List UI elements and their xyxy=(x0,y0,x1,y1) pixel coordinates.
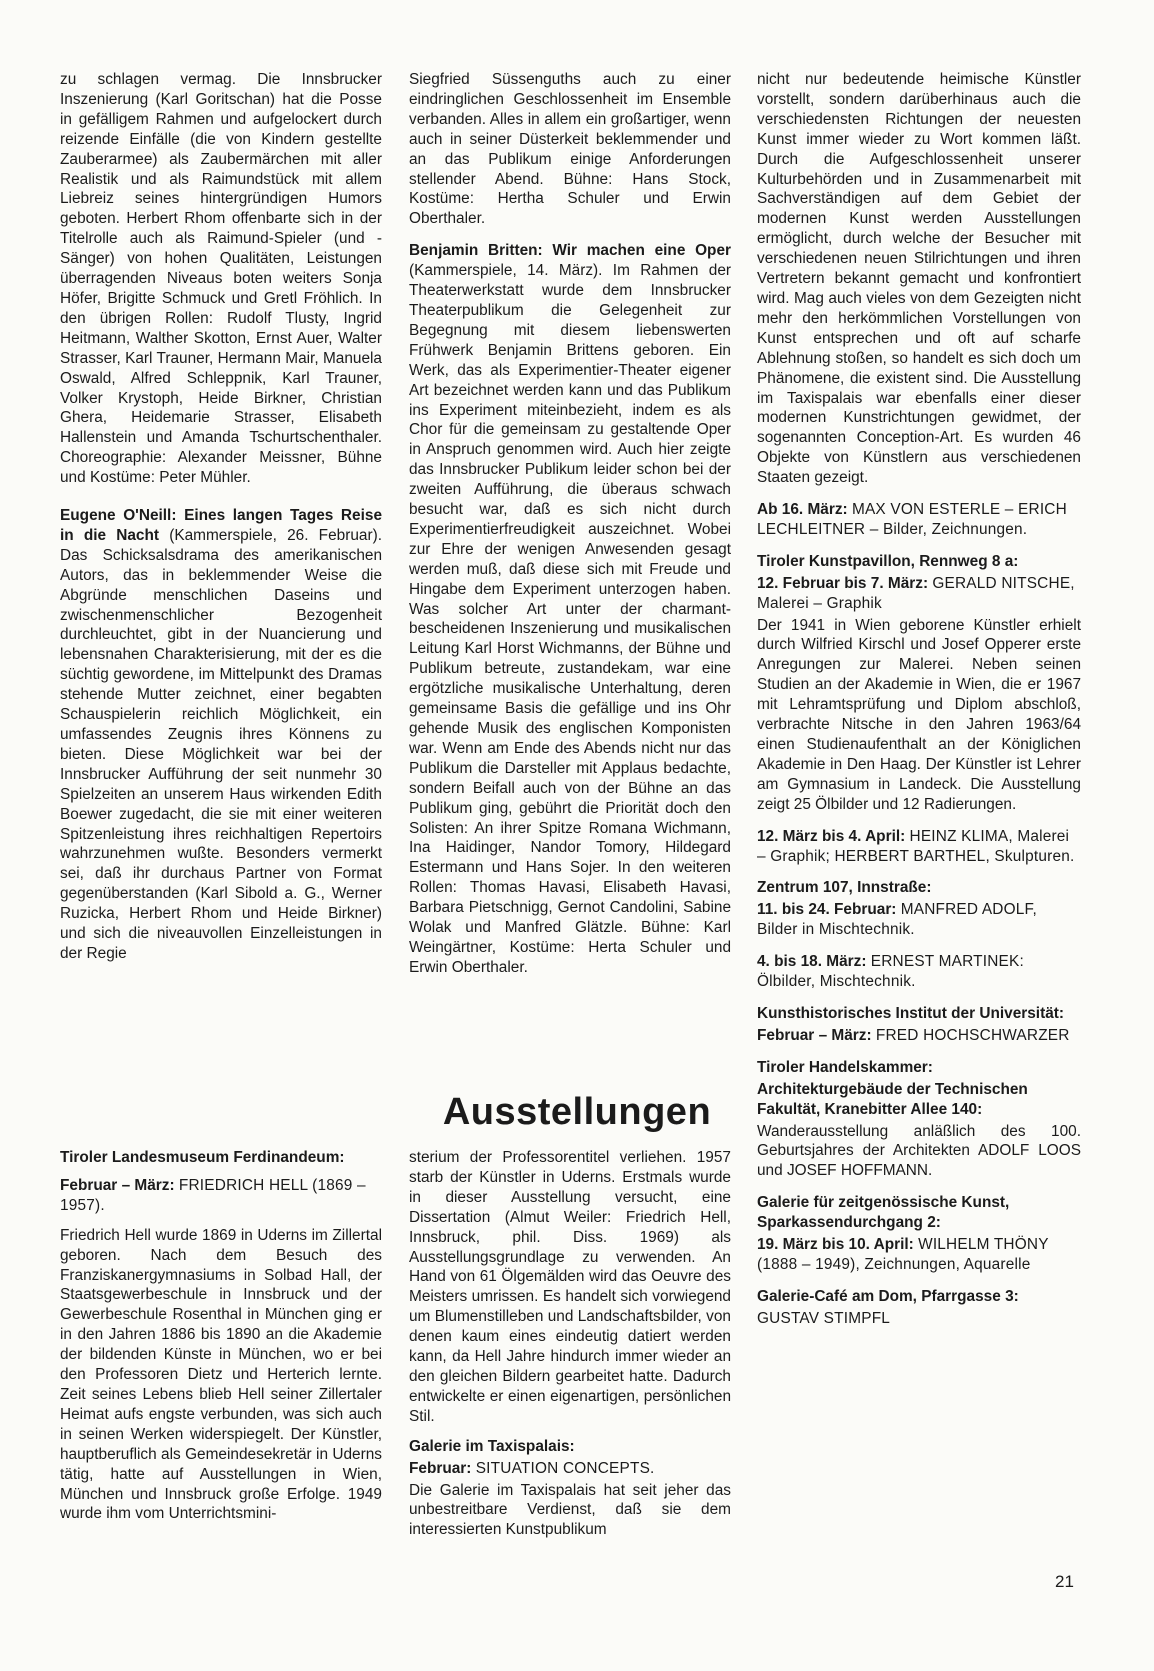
adolf-date: 11. bis 24. Februar: xyxy=(757,901,897,919)
taxis-text: SITUATION CONCEPTS. xyxy=(475,1459,655,1477)
fred-text: FRED HOCHSCHWARZER xyxy=(875,1026,1070,1044)
thony-date: 19. März bis 10. April: xyxy=(757,1236,914,1254)
nitsche-date: 12. Februar bis 7. März: xyxy=(757,574,929,592)
cafe-heading xyxy=(757,1287,1081,1307)
zentrum-heading-text: Zentrum 107, Innstraße: xyxy=(757,879,932,897)
hell-date: Februar – März: xyxy=(60,1176,175,1194)
handel-heading xyxy=(757,1058,1081,1078)
taxis-body: Die Galerie im Taxispalais hat seit jeher das unbestreitbare Verdienst, daß sie dem interessierten Kunstpublikum xyxy=(409,1481,731,1539)
taxis-heading xyxy=(409,1437,731,1457)
britten-title: Benjamin Britten: Wir machen eine Oper xyxy=(409,242,731,260)
esterle-date: Ab 16. März: xyxy=(757,501,848,519)
theater-intro-text: zu schlagen vermag. Die Innsbrucker Inszenierung (Karl Goritschan) hat die Posse in gefälligem Rahmen und aufgelockert durch reizende Einfälle (die von Kindern gestellte Zauberarmee) als Zaubermärchen mit aller Realistik und als Raimundstück mit allem Liebreiz seines hintergründigen Humors geboten. Herbert Rhom offenbarte sich in der Titelrolle auch als Raimund-Spieler (und -Sänger) von hohen Qualitäten, Leistungen überragenden Niveaus boten weiters Sonja Höfer, Brigitte Schmuck und Gretl Fröhlich. In den übrigen Rollen: Rudolf Tlusty, Ingrid Heitmann, Walther Skotton, Ernst Auer, Walter Strasser, Karl Trauner, Hermann Mair, Manuela Oswald, Alfred Schleppnik, Karl Trauner, Volker Krystoph, Heide Birkner, Christian Ghera, Heidemarie Strasser, Elisabeth Hallenstein und Amanda Tschurtschenthaler. Choreographie: Alexander Meissner, Bühne und Kostüme: Peter Mühler. xyxy=(60,71,382,487)
theater-column-2 xyxy=(409,70,731,978)
ausstellungen-column-2 xyxy=(409,1148,731,1540)
hell-continuation: sterium der Professorentitel verliehen. 1957 starb der Künstler in Uderns. Erstmals wurde in dieser Ausstellung versucht, eine Dissertation (Almut Weiler: Friedrich Hell, Innsbruck, phil. Diss. 1969) als Ausstellungsgrundlage zu verwenden. An Hand von 61 Ölgemälden wird das Oeuvre des Meisters umrissen. Es handelt sich vorwiegend um Blumenstilleben und Landschaftsbilder, von denen kaum eines eindeutig datiert werden kann, da Hell Jahre hindurch immer wieder an den gleichen Bildern gearbeitet hatte. Dadurch entwickelte er einen eigenartigen, persönlichen Stil. xyxy=(409,1149,731,1425)
zentrum-heading xyxy=(757,878,1081,898)
adolf-entry xyxy=(757,900,1081,940)
khi-heading-text: Kunsthistorisches Institut der Universität: xyxy=(757,1004,1065,1022)
hell-text: FRIEDRICH HELL (1869 – 1957). xyxy=(60,1176,366,1214)
hell-body: Friedrich Hell wurde 1869 in Uderns im Zillertal geboren. Nach dem Besuch des Franziskanergymnasiums in Solbad Hall, der Staatsgewerbeschule in Innsbruck und der Gewerbeschule Rosenthal in München ging er in den Jahren 1886 bis 1890 an die Akademie der bildenden Künste in München, wo er bei den Professoren Dietz und Herterich lernte. Zeit seines Lebens blieb Hell seiner Zillertaler Heimat aufs engste verbunden, was sich auch in seinen Werken widerspiegelt. Der Künstler, hauptberuflich als Gemeindesekretär in Uderns tätig, hatte auf Ausstellungen in Wien, München und Innsbruck große Erfolge. 1949 wurde ihm vom Unterrichtsmini- xyxy=(60,1226,382,1523)
theater-col2-intro: Siegfried Süssenguths auch zu einer eindringlichen Geschlossenheit im Ensemble verbanden. Alles in allem ein großartiger, wenn auch in seiner Düsterkeit beklemmender und an das Publikum einige Anforderungen stellender Abend. Bühne: Hans Stock, Kostüme: Hertha Schuler und Erwin Oberthaler. xyxy=(409,71,731,228)
taxis-date: Februar: xyxy=(409,1459,472,1477)
museum-heading-text: Tiroler Landesmuseum Ferdinandeum: xyxy=(60,1149,345,1166)
martinek-date: 4. bis 18. März: xyxy=(757,953,867,971)
oneill-review xyxy=(60,506,382,964)
nitsche-entry xyxy=(757,574,1081,614)
cafe-text: GUSTAV STIMPFL xyxy=(757,1309,891,1327)
adolf-text: MANFRED ADOLF, Bilder in Mischtechnik. xyxy=(757,901,1037,939)
esterle-text: MAX VON ESTERLE – ERICH LECHLEITNER – Bilder, Zeichnungen. xyxy=(757,501,1067,538)
galerie-heading xyxy=(757,1193,1081,1233)
thony-entry xyxy=(757,1235,1081,1275)
hell-entry xyxy=(60,1176,382,1216)
martinek-entry xyxy=(757,952,1081,992)
taxis-heading-text: Galerie im Taxispalais: xyxy=(409,1437,575,1455)
esterle-entry xyxy=(757,500,1081,540)
theater-column-1 xyxy=(60,70,382,964)
nitsche-text: GERALD NITSCHE, Malerei – Graphik xyxy=(757,574,1075,612)
britten-text: (Kammerspiele, 14. März). Im Rahmen der Theaterwerkstatt wurde dem Innsbrucker Theaterpublikum die Gelegenheit zur Begegnung mit diesem liebenswerten Frühwerk Benjamin Brittens geboren. Ein Werk, das als Experimentier-Theater eigener Art bezeichnet werden kann und das Publikum ins Experiment miteinbezieht, indem es als Chor für die gemeinsam zu gestaltende Oper in Anspruch genommen wird. Auch hier zeigte das Innsbrucker Publikum leider schon bei der zweiten Aufführung, die überaus schwach besucht war, daß es sich nicht durch Experimentierfreudigkeit auszeichnet. Wobei zur Ehre der wenigen Anwesenden gesagt werden muß, daß diese sich mit Freude und Hingabe dem Experiment unterzogen haben. Was solcher Art unter der charmant-bescheidenen Inszenierung und musikalischen Leitung Karl Horst Wichmanns, der Bühne und Publikum betreute, zustandekam, war eine ergötzliche musikalische Unterhaltung, deren gemeinsame Basis die gefällige und ins Ohr gehende Musik des englischen Komponisten war. Wenn am Ende des Abends nicht nur das Publikum die Darsteller mit Applaus bedachte, sondern Beifall auch von der Bühne an das Publikum ging, gebührt die Priorität doch den Solisten: An ihrer Spitze Romana Wichmann, Ina Haidinger, Nandor Tomory, Hildegard Estermann und Hans Sojer. In den weiteren Rollen: Thomas Havasi, Elisabeth Havasi, Barbara Pietschnigg, Gernot Candolini, Sabine Wolak und Manfred Glätzle. Bühne: Karl Weingärtner, Kostüme: Herta Schuler und Erwin Oberthaler. xyxy=(409,262,731,976)
ausstellungen-column-1 xyxy=(60,1148,382,1524)
section-heading: Ausstellungen xyxy=(442,1091,712,1133)
pavillon-heading xyxy=(757,552,1081,572)
handel-heading-text: Tiroler Handelskammer: xyxy=(757,1058,933,1076)
taxis-continuation: nicht nur bedeutende heimische Künstler vorstellt, sondern darüberhinaus auch die verschiedensten Richtungen der neuesten Kunst immer wieder zu Wort kommen läßt. Durch die Aufgeschlossenheit unserer Kulturbehörden und in Zusammenarbeit mit Sachverständigen auf dem Gebiet der modernen Kunst werden Ausstellungen ermöglicht, durch welche der Besucher mit verschiedenen neuen Stilrichtungen und ihren Vertretern bekannt gemacht und konfrontiert wird. Mag auch vieles von dem Gezeigten nicht mehr den herkömmlichen Vorstellungen von Kunst entsprechen und oft auf scharfe Ablehnung stoßen, so handelt es sich doch um Phänomene, die existent sind. Die Ausstellung im Taxispalais war ebenfalls einer dieser modernen Kunstrichtungen gewidmet, der sogenannten Conception-Art. Es wurden 46 Objekte von Künstlern aus verschiedenen Staaten gezeigt. xyxy=(757,71,1081,487)
cafe-heading-text: Galerie-Café am Dom, Pfarrgasse 3: xyxy=(757,1287,1019,1305)
klima-date: 12. März bis 4. April: xyxy=(757,827,906,845)
page-number: 21 xyxy=(1055,1572,1074,1591)
nitsche-body: Der 1941 in Wien geborene Künstler erhielt durch Wilfried Kirschl und Josef Opperer erste Anregungen zur Malerei. Neben seinen Studien an der Akademie in Wien, die er 1967 mit Lehramtsprüfung und Diplom abschloß, verbrachte Nitsche in den Jahren 1963/64 einen Studienaufenthalt an der Königlichen Akademie in Den Haag. Der Künstler ist Lehrer am Gymnasium in Landeck. Die Ausstellung zeigt 25 Ölbilder und 12 Radierungen. xyxy=(757,616,1081,813)
britten-review xyxy=(409,241,731,978)
exhibitions-column-3 xyxy=(757,70,1081,1329)
oneill-title: Eugene O'Neill: Eines langen Tages Reise in die Nacht xyxy=(60,507,382,544)
klima-entry xyxy=(757,827,1081,867)
klima-text: HEINZ KLIMA, Malerei – Graphik; HERBERT BARTHEL, Skulpturen. xyxy=(757,827,1075,865)
fred-date: Februar – März: xyxy=(757,1026,872,1044)
taxis-entry xyxy=(409,1459,731,1479)
thony-text: WILHELM THÖNY (1888 – 1949), Zeichnungen, Aquarelle xyxy=(757,1236,1049,1273)
pavillon-heading-text: Tiroler Kunstpavillon, Rennweg 8 a: xyxy=(757,552,1019,570)
museum-heading xyxy=(60,1148,382,1168)
martinek-text: ERNEST MARTINEK: Ölbilder, Mischtechnik. xyxy=(757,953,1024,991)
fred-entry xyxy=(757,1026,1081,1046)
oneill-text: (Kammerspiele, 26. Februar). Das Schicksalsdrama des amerikanischen Autors, das in beklemmender Weise die Abgründe menschlichen Daseins und zwischenmenschlicher Bezogenheit durchleuchtet, gibt in der Nuancierung und lebensnahen Charakterisierung, mit der es die süchtig gewordene, im Mittelpunkt des Dramas stehende Mutter zeichnet, einer begabten Schauspielerin reichlich Möglichkeit, ein umfassendes Zeugnis ihres Könnens zu bieten. Diese Möglichkeit war bei der Innsbrucker Aufführung der seit nunmehr 30 Spielzeiten an unserem Haus wirkenden Edith Boewer zugedacht, die sie mit einer weiteren Spitzenleistung ihres reichhaltigen Repertoirs wahrzunehmen wußte. Besonders vermerkt sei, daß ihr durchaus Partner von Format gegenüberstanden (Karl Sibold a. G., Werner Ruzicka, Herbert Rhom und Heide Birkner) und sich die niveauvollen Einzelleistungen in der Regie xyxy=(60,526,382,962)
galerie-heading-text: Galerie für zeitgenössische Kunst, Sparkassendurchgang 2: xyxy=(757,1194,1010,1232)
arch-heading-text: Architekturgebäude der Technischen Fakultät, Kranebitter Allee 140: xyxy=(757,1080,1028,1118)
arch-text: Wanderausstellung anläßlich des 100. Geburtsjahres der Architekten ADOLF LOOS und JOSEF HOFFMANN. xyxy=(757,1122,1081,1180)
khi-heading xyxy=(757,1004,1081,1024)
